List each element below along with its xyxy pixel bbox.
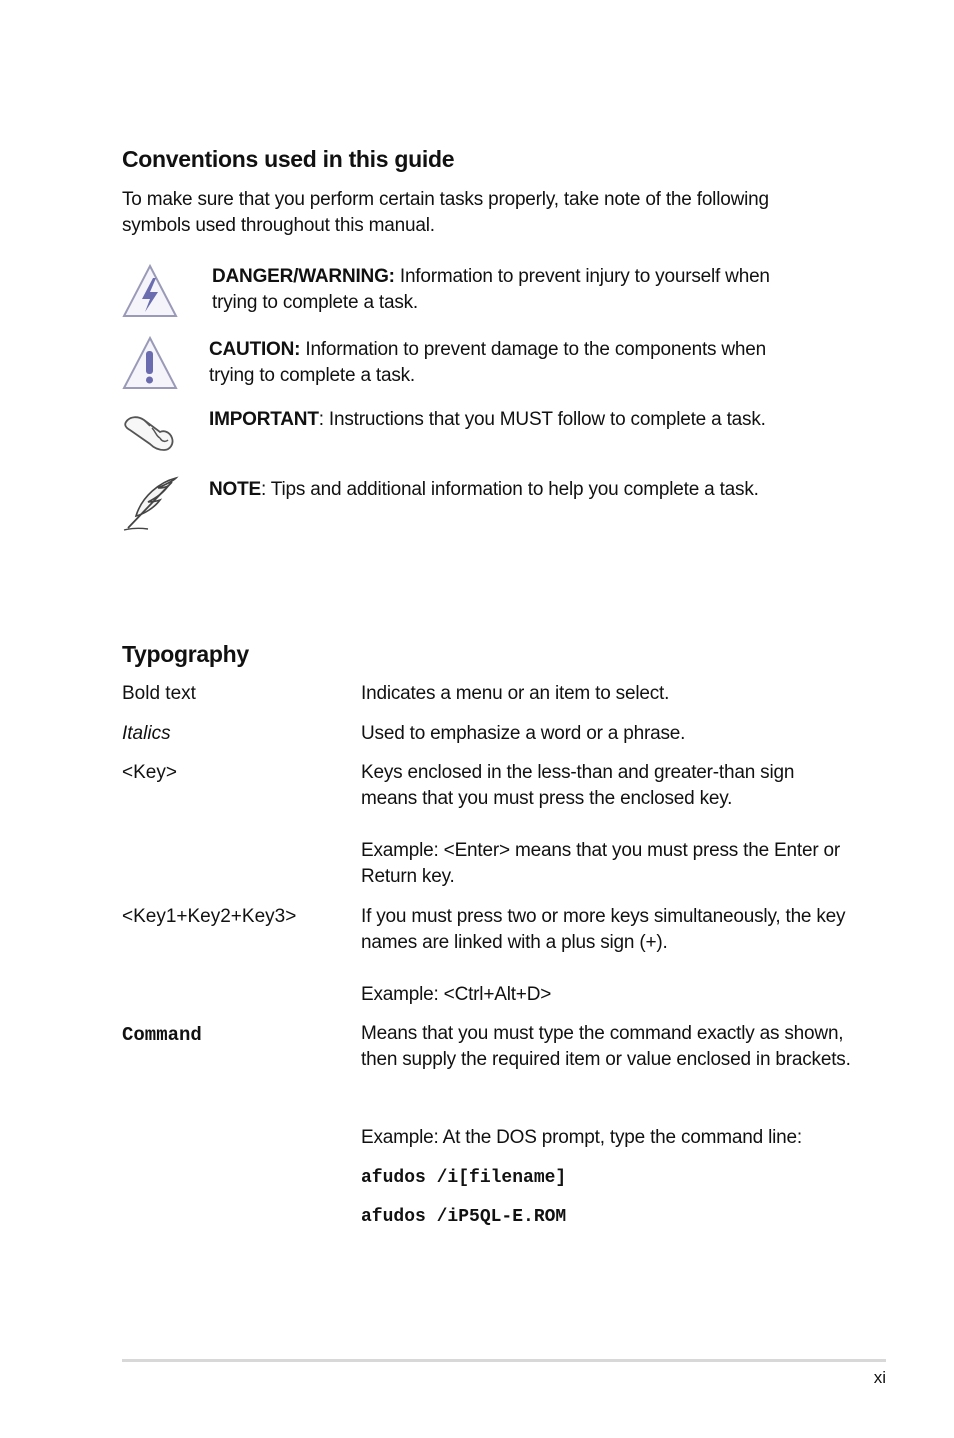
desc-bold-text: Indicates a menu or an item to select. (361, 683, 670, 704)
command-line-2: afudos /iP5QL-E.ROM (361, 1207, 567, 1227)
notice-text: Information to prevent injury to yourself when trying to complete a task. (212, 266, 770, 313)
term-key: <Key> (122, 762, 177, 783)
term-key-combo: <Key1+Key2+Key3> (122, 906, 297, 927)
important-hand-icon (120, 402, 180, 462)
danger-warning-icon (120, 262, 180, 322)
term-italics: Italics (122, 723, 171, 744)
notice-label: NOTE (209, 479, 261, 500)
notice-label: CAUTION: (209, 339, 301, 360)
notice-text: : Tips and additional information to help you complete a task. (260, 479, 759, 500)
conventions-heading: Conventions used in this guide (122, 146, 455, 172)
notice-label: IMPORTANT (209, 409, 319, 430)
note-feather-icon (120, 474, 180, 534)
notice-text: : Instructions that you MUST follow to complete a task. (318, 409, 766, 430)
page-number: xi (873, 1368, 886, 1387)
notice-label: DANGER/WARNING: (212, 266, 395, 287)
command-line-1: afudos /i[filename] (361, 1168, 567, 1188)
notice-note (209, 477, 769, 503)
example-command: Example: At the DOS prompt, type the command line: (361, 1127, 802, 1148)
desc-command: Means that you must type the command exactly as shown, then supply the required item or value enclosed in brackets. (361, 1023, 851, 1070)
typography-heading: Typography (122, 641, 249, 667)
desc-italics: Used to emphasize a word or a phrase. (361, 723, 686, 744)
notice-caution (209, 337, 769, 389)
caution-icon (120, 334, 180, 394)
desc-key-combo: If you must press two or more keys simultaneously, the key names are linked with a plus sign (+). (361, 906, 846, 953)
notice-important (209, 407, 769, 433)
example-key-combo: Example: <Ctrl+Alt+D> (361, 984, 552, 1005)
term-command: Command (122, 1024, 202, 1046)
conventions-intro: To make sure that you perform certain tasks properly, take note of the following symbols used throughout this manual. (122, 189, 769, 236)
notice-text: Information to prevent damage to the components when trying to complete a task. (209, 339, 767, 386)
example-key: Example: <Enter> means that you must press the Enter or Return key. (361, 840, 841, 887)
term-bold-text: Bold text (122, 683, 196, 704)
notice-danger-warning (212, 264, 772, 316)
footer-divider (122, 1359, 886, 1362)
desc-key: Keys enclosed in the less-than and greater-than sign means that you must press the enclosed key. (361, 762, 795, 809)
